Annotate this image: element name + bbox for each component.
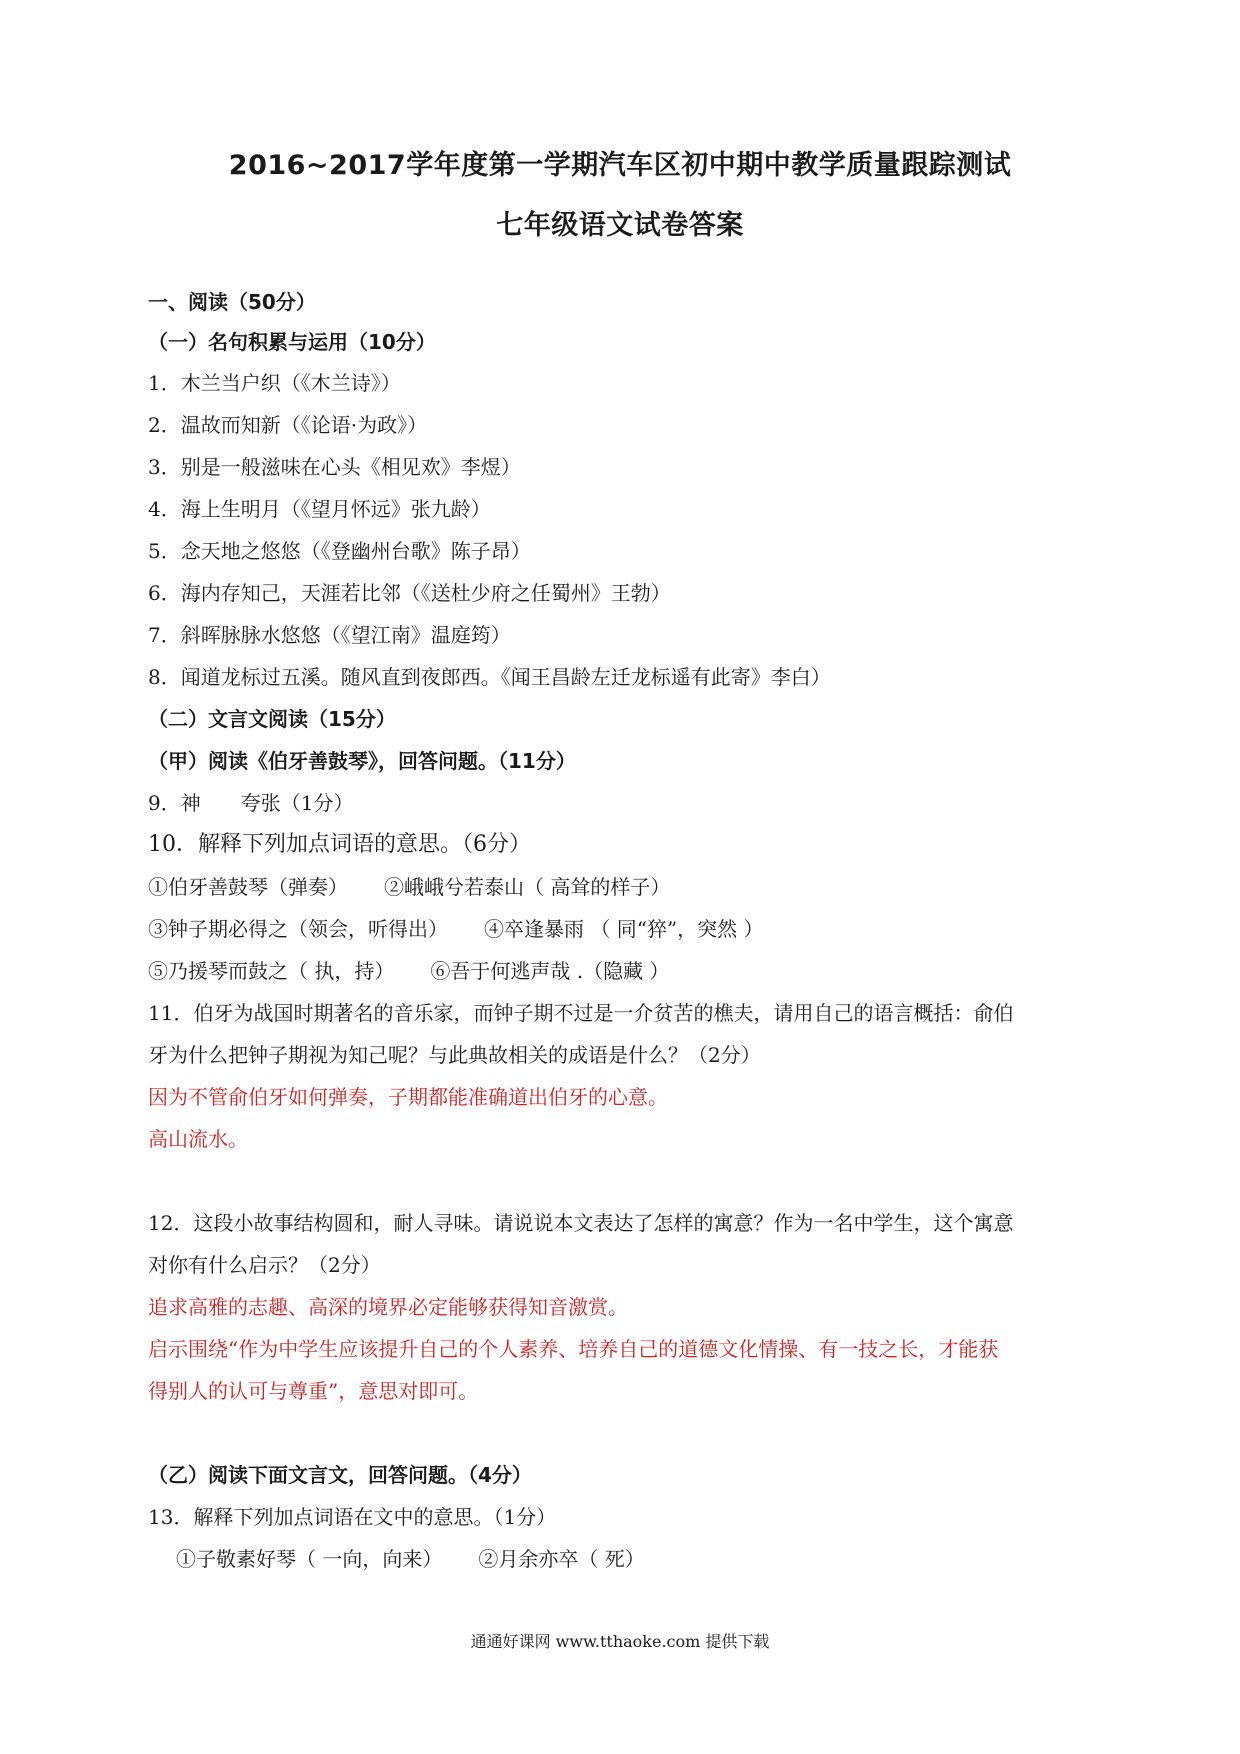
answer-12: 启示围绕“作为中学生应该提升自己的个人素养、培养自己的道德文化情操、有一技之长，才能获 (148, 1337, 999, 1361)
q10-row (148, 914, 764, 944)
answer-12: 追求高雅的志趣、高深的境界必定能够获得知音激赏。 (148, 1295, 628, 1319)
q13-answer: ①子敬素好琴（ 一向，向来） (176, 1547, 443, 1571)
answer-item: 1．木兰当户织（《木兰诗》） (148, 371, 401, 395)
answer-item: 6．海内存知己，天涯若比邻（《送杜少府之任蜀州》王勃） (148, 581, 671, 605)
page-subtitle: 七年级语文试卷答案 (496, 210, 744, 241)
answer-11: 因为不管俞伯牙如何弹奏，子期都能准确道出伯牙的心意。 (148, 1085, 668, 1109)
question-13: 13．解释下列加点词语在文中的意思。（1分） (148, 1505, 557, 1529)
answer-11: 高山流水。 (148, 1127, 248, 1151)
section-heading: （二）文言文阅读（15分） (148, 707, 396, 731)
answer-item: 7．斜晖脉脉水悠悠（《望江南》温庭筠） (148, 623, 511, 647)
q10-answer: ⑤乃援琴而鼓之（ 执，持） (148, 959, 395, 983)
answer-item: 8．闻道龙标过五溪。随风直到夜郎西。《闻王昌龄左迁龙标遥有此寄》李白） (148, 665, 831, 689)
q10-answer: ④卒逢暴雨 （ 同“猝”，突然 ） (484, 917, 764, 941)
answer-12: 得别人的认可与尊重”，意思对即可。 (148, 1379, 479, 1403)
subsection-heading: （乙）阅读下面文言文，回答问题。（4分） (148, 1463, 532, 1487)
page-title: 2016~2017学年度第一学期汽车区初中期中教学质量跟踪测试 (228, 150, 1012, 181)
question-12-line2: 对你有什么启示？（2分） (148, 1253, 381, 1277)
q10-row (148, 872, 670, 902)
answer-item: 2．温故而知新（《论语·为政》） (148, 413, 428, 437)
q10-answer: ③钟子期必得之（领会，听得出） (148, 917, 448, 941)
question-11-line2: 牙为什么把钟子期视为知己呢？与此典故相关的成语是什么？（2分） (148, 1043, 761, 1067)
subsection-heading: （甲）阅读《伯牙善鼓琴》，回答问题。（11分） (148, 749, 576, 773)
q10-answer: ①伯牙善鼓琴（弹奏） (148, 875, 348, 899)
section-heading: （一）名句积累与运用（10分） (148, 330, 436, 354)
q13-row (176, 1544, 645, 1574)
answer-item: 5．念天地之悠悠（《登幽州台歌》陈子昂） (148, 539, 531, 563)
answer-item: 3．别是一般滋味在心头《相见欢》李煜） (148, 455, 521, 479)
q10-row (148, 956, 669, 986)
question-9: 9．神 夸张（1分） (148, 791, 354, 815)
q10-answer: ②峨峨兮若泰山（ 高耸的样子） (384, 875, 671, 899)
part-heading: 一、阅读（50分） (148, 290, 316, 314)
question-10: 10．解释下列加点词语的意思。（6分） (148, 832, 531, 857)
page-footer: 通通好课网 www.tthaoke.com 提供下载 (470, 1632, 770, 1651)
question-11-line1: 11．伯牙为战国时期著名的音乐家，而钟子期不过是一介贫苦的樵夫，请用自己的语言概括：俞伯 (148, 1001, 1014, 1025)
question-12-line1: 12．这段小故事结构圆和，耐人寻味。请说说本文表达了怎样的寓意？作为一名中学生，这个寓意 (148, 1211, 1014, 1235)
answer-item: 4．海上生明月（《望月怀远》张九龄） (148, 497, 491, 521)
q10-answer: ⑥吾于何逃声哉 .（隐藏 ） (430, 959, 670, 983)
q13-answer: ②月余亦卒（ 死） (478, 1547, 645, 1571)
